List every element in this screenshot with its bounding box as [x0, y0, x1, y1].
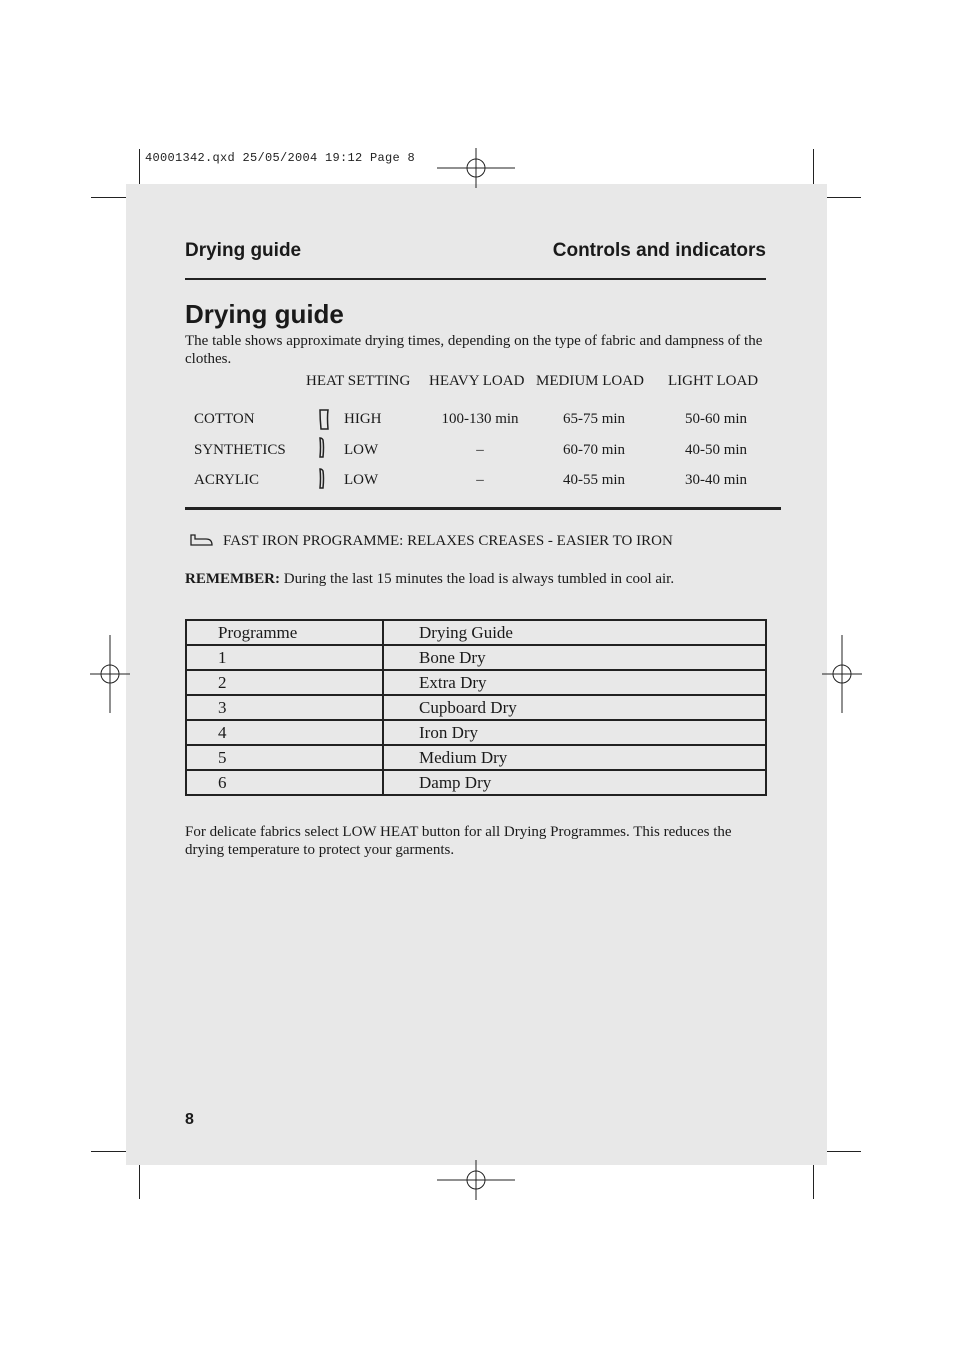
garment-tag-icon: [317, 409, 331, 431]
registration-mark-icon: [822, 635, 862, 715]
programme-number: 1: [186, 645, 383, 670]
header-rule: [185, 278, 766, 280]
running-header-right: Controls and indicators: [552, 240, 766, 261]
intro-paragraph: The table shows approximate drying times, depending on the type of fabric and dampness of the clothes.: [185, 333, 763, 367]
heavy-load-time: 100-130 min: [441, 411, 519, 427]
column-header-light-load: LIGHT LOAD: [668, 373, 759, 389]
fabric-cotton: COTTON: [194, 411, 255, 427]
table-header-row: [186, 620, 766, 645]
remember-text: During the last 15 minutes the load is always tumbled in cool air.: [280, 571, 675, 587]
table-row: [186, 745, 766, 770]
medium-load-time: 60-70 min: [562, 442, 626, 458]
remember-label: REMEMBER:: [185, 571, 280, 587]
fast-iron-note: FAST IRON PROGRAMME: RELAXES CREASES - EASIER TO IRON: [223, 533, 673, 549]
programme-number: 4: [186, 720, 383, 745]
running-header-left: Drying guide: [185, 240, 302, 261]
page-number: 8: [185, 1111, 194, 1128]
light-load-time: 50-60 min: [684, 411, 748, 427]
medium-load-time: 65-75 min: [562, 411, 626, 427]
light-load-time: 40-50 min: [684, 442, 748, 458]
crop-mark: [139, 149, 140, 187]
heat-setting: LOW: [344, 472, 379, 488]
heat-setting: LOW: [344, 442, 379, 458]
table-row: [186, 720, 766, 745]
crop-mark: [822, 197, 861, 198]
column-header-medium-load: MEDIUM LOAD: [536, 373, 644, 389]
crop-mark: [139, 1161, 140, 1199]
heavy-load-time: –: [476, 442, 484, 458]
programme-table: [185, 619, 767, 796]
fabric-synthetics: SYNTHETICS: [194, 442, 286, 458]
section-rule: [185, 507, 781, 510]
crop-mark: [91, 1151, 130, 1152]
garment-tag-icon: [315, 437, 329, 459]
iron-icon: [190, 533, 214, 547]
programme-guide: Damp Dry: [383, 770, 766, 795]
footnote-paragraph: For delicate fabrics select LOW HEAT button for all Drying Programmes. This reduces the drying temperature to protect your garments.: [185, 824, 732, 858]
table-row: [186, 770, 766, 795]
crop-mark: [813, 1161, 814, 1199]
page-title: Drying guide: [185, 299, 344, 329]
programme-number: 2: [186, 670, 383, 695]
heat-setting: HIGH: [344, 411, 382, 427]
programme-guide: Medium Dry: [383, 745, 766, 770]
programme-guide: Cupboard Dry: [383, 695, 766, 720]
column-header-heat-setting: HEAT SETTING: [306, 373, 411, 389]
programme-number: 6: [186, 770, 383, 795]
table-header-cell: Drying Guide: [383, 620, 766, 645]
programme-number: 5: [186, 745, 383, 770]
remember-note: [185, 571, 674, 588]
table-row: [186, 670, 766, 695]
registration-mark-icon: [437, 148, 517, 188]
garment-tag-icon: [315, 468, 329, 490]
crop-mark: [822, 1151, 861, 1152]
fabric-acrylic: ACRYLIC: [194, 472, 260, 488]
registration-mark-icon: [437, 1160, 517, 1200]
table-row: [186, 645, 766, 670]
crop-mark: [91, 197, 130, 198]
light-load-time: 30-40 min: [684, 472, 748, 488]
crop-mark: [813, 149, 814, 187]
programme-number: 3: [186, 695, 383, 720]
column-header-heavy-load: HEAVY LOAD: [429, 373, 525, 389]
table-row: [186, 695, 766, 720]
programme-guide: Extra Dry: [383, 670, 766, 695]
heavy-load-time: –: [476, 472, 484, 488]
print-slug: 40001342.qxd 25/05/2004 19:12 Page 8: [145, 151, 416, 165]
registration-mark-icon: [90, 635, 130, 715]
programme-guide: Bone Dry: [383, 645, 766, 670]
programme-guide: Iron Dry: [383, 720, 766, 745]
table-header-cell: Programme: [186, 620, 383, 645]
medium-load-time: 40-55 min: [562, 472, 626, 488]
